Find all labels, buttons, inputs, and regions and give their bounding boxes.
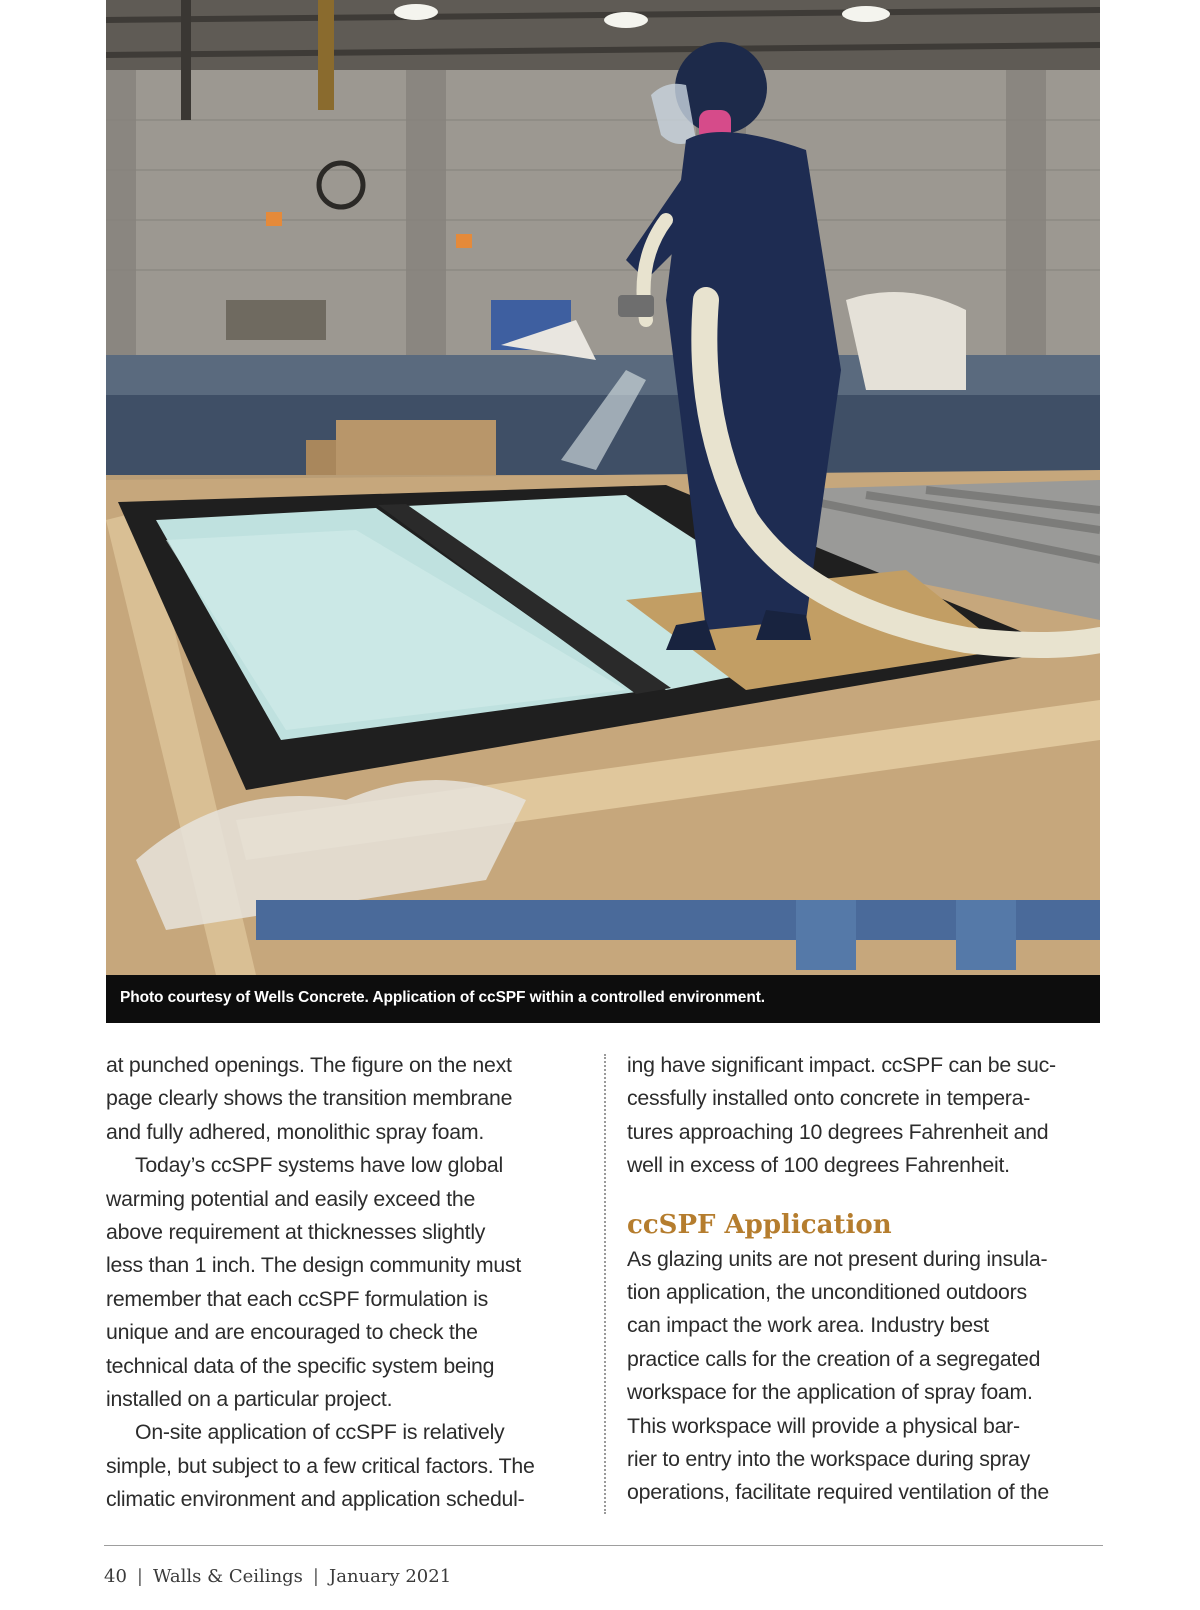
publication-name: Walls & Ceilings: [152, 1566, 303, 1587]
text-line: technical data of the specific system being: [106, 1353, 495, 1378]
text-line: page clearly shows the transition membrane: [106, 1086, 513, 1111]
issue-date: January 2021: [329, 1566, 452, 1587]
column-divider: [604, 1054, 606, 1514]
text-line: remember that each ccSPF formulation is: [106, 1286, 489, 1311]
footer-rule: [104, 1545, 1103, 1546]
text-line: On-site application of ccSPF is relatively: [135, 1420, 505, 1445]
text-line: rier to entry into the workspace during spray: [627, 1447, 1031, 1472]
text-line: and fully adhered, monolithic spray foam.: [106, 1119, 485, 1144]
text-line: at punched openings. The figure on the next: [106, 1053, 512, 1077]
text-line: ing have significant impact. ccSPF can be suc-: [627, 1053, 1056, 1077]
left-paragraph-1: [106, 1049, 586, 1149]
right-column: [627, 1049, 1107, 1510]
text-line: well in excess of 100 degrees Fahrenheit.: [627, 1153, 1010, 1178]
right-paragraph-1: [627, 1049, 1107, 1183]
text-line: tion application, the unconditioned outdoors: [627, 1280, 1027, 1305]
text-line: installed on a particular project.: [106, 1387, 393, 1412]
left-column: [106, 1049, 586, 1517]
footer-separator: |: [136, 1566, 143, 1587]
text-line: climatic environment and application schedul-: [106, 1487, 525, 1512]
text-line: operations, facilitate required ventilation of the: [627, 1480, 1049, 1505]
text-line: above requirement at thicknesses slightly: [106, 1220, 486, 1245]
text-line: less than 1 inch. The design community must: [106, 1253, 522, 1278]
text-line: As glazing units are not present during insula-: [627, 1246, 1048, 1271]
text-line: simple, but subject to a few critical factors. The: [106, 1453, 535, 1478]
article-photo: [106, 0, 1100, 975]
text-line: practice calls for the creation of a segregated: [627, 1346, 1041, 1371]
text-line: can impact the work area. Industry best: [627, 1313, 989, 1338]
spray-foam-photo-illustration: [106, 0, 1100, 975]
left-paragraph-3: [106, 1416, 586, 1516]
text-line: This workspace will provide a physical bar-: [627, 1413, 1020, 1438]
photo-caption: Photo courtesy of Wells Concrete. Application of ccSPF within a controlled environment.: [106, 975, 1100, 1023]
text-line: unique and are encouraged to check the: [106, 1320, 478, 1345]
section-subhead: ccSPF Application: [627, 1209, 892, 1240]
left-paragraph-2: [106, 1149, 586, 1416]
right-paragraph-2: [627, 1243, 1107, 1510]
text-line: workspace for the application of spray foam.: [627, 1380, 1033, 1405]
text-line: cessfully installed onto concrete in tempera-: [627, 1086, 1031, 1111]
text-line: warming potential and easily exceed the: [106, 1186, 476, 1211]
text-line: Today’s ccSPF systems have low global: [135, 1153, 503, 1178]
text-line: tures approaching 10 degrees Fahrenheit and: [627, 1119, 1049, 1144]
page-number: 40: [104, 1566, 127, 1587]
footer-separator: |: [312, 1566, 319, 1587]
page-footer: [104, 1566, 451, 1587]
